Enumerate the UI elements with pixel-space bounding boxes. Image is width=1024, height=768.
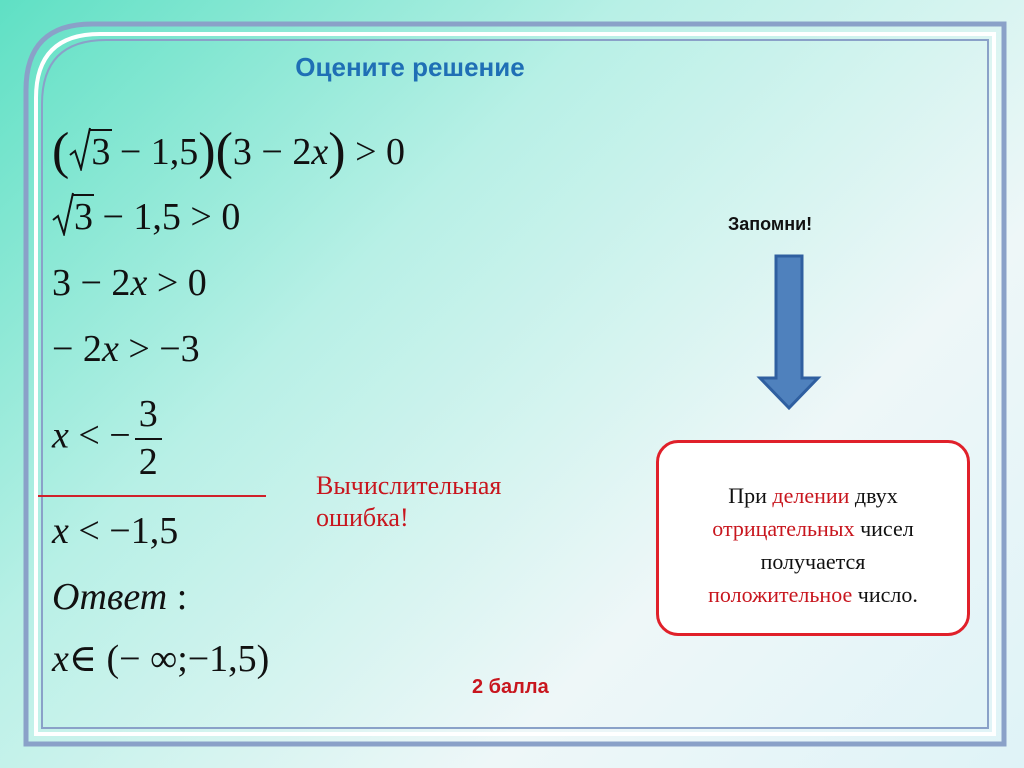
page-title: Оцените решение <box>295 52 525 82</box>
fraction: $\frac{3}{2}$ <box>135 392 162 485</box>
math-line-4: − 2x > −3 <box>52 328 200 370</box>
error-underline <box>38 495 266 497</box>
answer-label: Ответ : <box>52 576 188 618</box>
rule-box: При делении двух отрицательных чисел получается положительное число. <box>656 440 970 636</box>
score-label: 2 балла <box>472 676 549 698</box>
remember-label: Запомни! <box>728 214 813 234</box>
math-line-answer: x∈ (− ∞;−1,5) <box>52 638 270 680</box>
math-line-3: 3 − 2x > 0 <box>52 262 207 304</box>
sqrt-symbol: 3 <box>69 133 110 171</box>
math-line-5: x < − $\frac{3}{2}$ <box>52 392 162 485</box>
math-line-1: ( 3 − 1,5)(3 − 2x) > 0 <box>52 123 405 180</box>
down-arrow-icon <box>756 254 822 412</box>
math-line-6: x < −1,5 <box>52 510 179 552</box>
error-note: Вычислительная ошибка! <box>316 471 502 532</box>
math-line-2: 3 − 1,5 > 0 <box>52 198 240 236</box>
